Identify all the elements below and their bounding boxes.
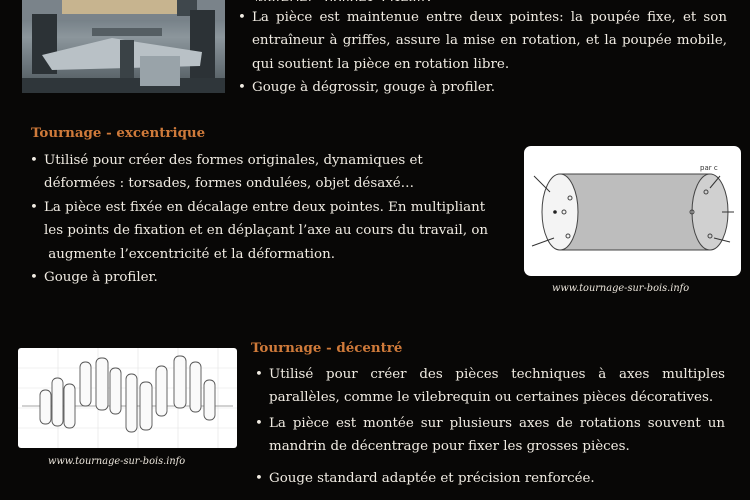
crankshaft-diagram bbox=[18, 348, 237, 448]
diagram-label: par c bbox=[700, 164, 718, 172]
heading-decentre: Tournage - décentré bbox=[251, 340, 403, 356]
decentre-bullet-2: • La pièce est montée sur plusieurs axes de rotations souvent un mandrin de décentrage pour fixer les grosses pièces. bbox=[255, 415, 725, 455]
cut-off-line bbox=[238, 0, 446, 1]
excentrique-bullet-1: • Utilisé pour créer des formes originales, dynamiques et déformées : torsades, formes ondulées, objet désaxé… bbox=[30, 153, 423, 192]
excentric-cylinder-diagram bbox=[524, 146, 741, 276]
heading-excentrique: Tournage - excentrique bbox=[31, 125, 206, 141]
lathe-photo bbox=[22, 0, 225, 93]
caption-decentre: www.tournage-sur-bois.info bbox=[48, 456, 186, 467]
decentre-bullet-1: • Utilisé pour créer des pièces techniques à axes multiples parallèles, comme le vilebrequin ou certaines pièces décoratives. bbox=[255, 367, 725, 406]
caption-excentrique: www.tournage-sur-bois.info bbox=[552, 283, 690, 294]
top-bullet-2: • Gouge à dégrossir, gouge à profiler. bbox=[238, 80, 495, 96]
lathe-photo-illustration bbox=[22, 0, 225, 93]
excentrique-bullet-3: • Gouge à profiler. bbox=[30, 270, 158, 286]
top-bullet-1: • La pièce est maintenue entre deux pointes: la poupée fixe, et son entraîneur à griffes, assure la mise en rotation, et la poupée mobile, qui soutient la pièce en rotation libre. bbox=[238, 10, 727, 72]
excentrique-bullet-2: • La pièce est fixée en décalage entre deux pointes. En multipliant les points de fixation et en déplaçant l’axe au cours du travail, on augmente l’excentricité et la déformation. bbox=[30, 199, 489, 262]
decentre-bullet-3: • Gouge standard adaptée et précision renforcée. bbox=[255, 470, 595, 486]
